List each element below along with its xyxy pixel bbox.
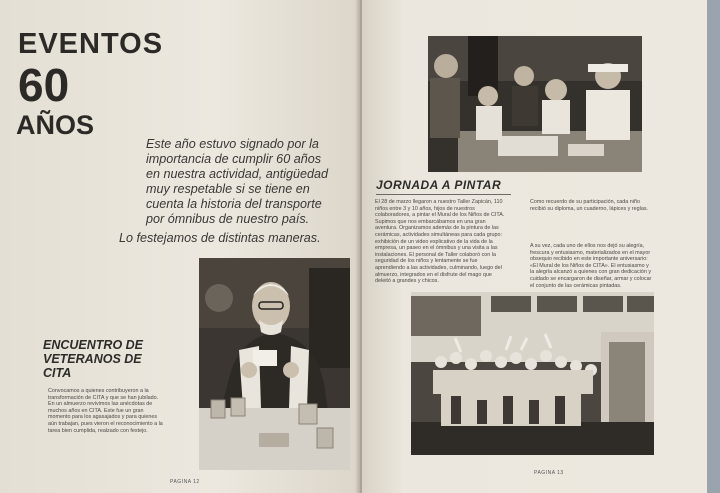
- heading-rule: [376, 194, 511, 195]
- painting-body-col2b: A su vez, cada uno de ellos nos dejó su alegría, frescura y entusiasmo, materializados en el mayor obsequio recibido en este importante aniversario: «El Mural de los Niños de CITA». El entusiasmo y la alegría alcanzó a quienes con gran dedicación y cuidado se encargaron de diseñar, armar y colocar el conjunto de las cerámicas pintadas.: [530, 243, 652, 289]
- page-number-right: PAGINA 13: [534, 470, 564, 476]
- background-edge: [707, 0, 720, 493]
- intro-closing: Lo festejamos de distintas maneras.: [119, 231, 321, 245]
- painting-heading: JORNADA A PINTAR: [376, 178, 502, 192]
- veterans-body: Convocamos a quienes contribuyeron a la transformación de CITA y que se han jubilado. En un almuerzo revivimos las anécdotas de muchos años en CITA. Este fue un gran momento para los agasajados y para quienes aún trabajan, pues vieron el reconocimiento a la tarea bien cumplida, realzado con festejo.: [48, 388, 163, 434]
- veterans-heading: ENCUENTRO DE VETERANOS DE CITA: [43, 338, 144, 380]
- title-anos: AÑOS: [16, 110, 95, 140]
- title-eventos: EVENTOS: [18, 28, 164, 60]
- painting-body-col2: Como recuerdo de su participación, cada niño recibió su diploma, un cuaderno, lápices y reglas.: [530, 199, 649, 212]
- intro-paragraph: Este año estuvo signado por la importancia de cumplir 60 años en nuestra actividad, antigüedad muy respetable si se tiene en cuenta la historia del transporte por ómnibus de nuestro país.: [146, 137, 329, 226]
- veterans-photo: [199, 258, 350, 470]
- page-number-left: PAGINA 12: [170, 479, 200, 485]
- title-sixty: 60: [18, 59, 70, 111]
- painting-photo: [428, 36, 642, 172]
- group-photo: [411, 292, 654, 455]
- painting-body-col1: El 28 de marzo llegaron a nuestro Taller Zapicán, 110 niños entre 3 y 10 años, hijos de nuestros colaboradores, a pintar el Mural de los Niños de CITA. Supimos que nos embarcábamos en una gran aventura. Organizamos además de la pintura de las cerámicas, actividades simultáneas para cada grupo: exhibición de un video explicativo de la vida de la empresa, un paseo en el ómnibus y una visita a las instalaciones. El personal de Taller colaboró con la seguridad de los niños y lentamente se fue aprendiendo a las actividades, culminando, luego del almuerzo, integrados en el disfrute del mago que deleitó a grandes y chicos.: [375, 199, 505, 285]
